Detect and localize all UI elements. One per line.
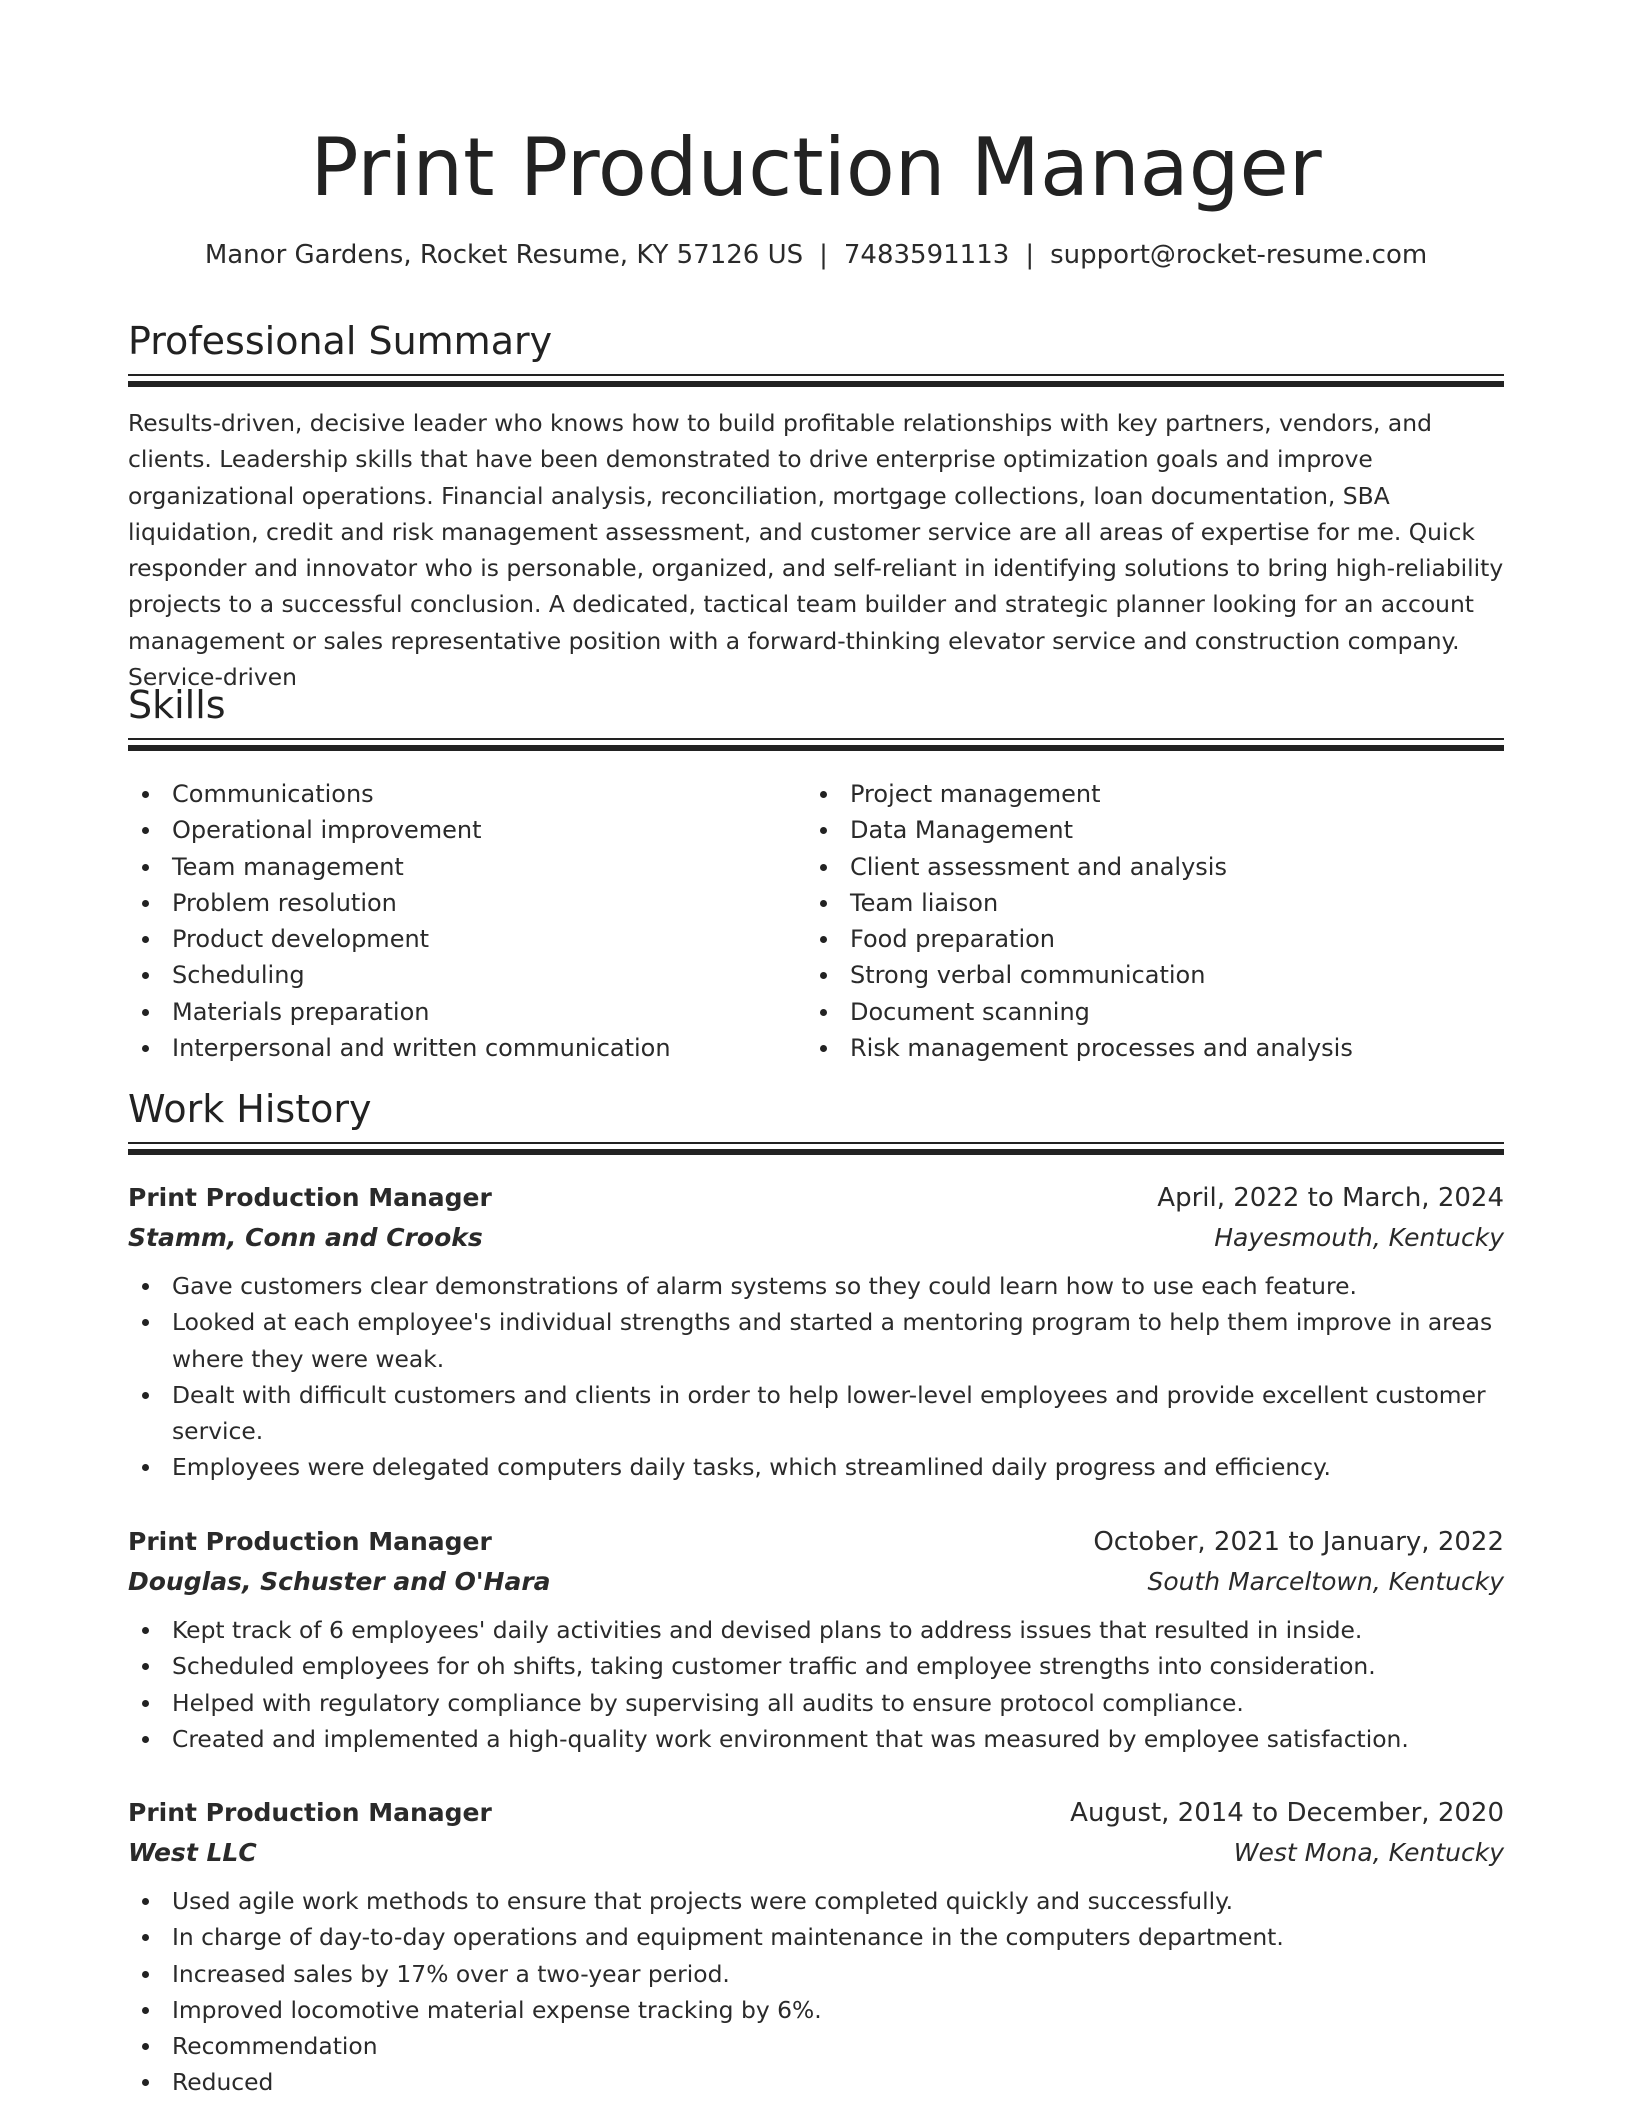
job-bullet: Helped with regulatory compliance by supervising all audits to ensure protocol compliance. — [128, 1685, 1504, 1721]
summary-heading: Professional Summary — [128, 319, 553, 363]
skills-heading: Skills — [128, 683, 226, 727]
skill-item: Project management — [806, 776, 1504, 812]
work-history-divider — [128, 1142, 1504, 1156]
job-dates: April, 2022 to March, 2024 — [1157, 1183, 1504, 1213]
skill-item: Risk management processes and analysis — [806, 1030, 1504, 1066]
job-bullet: Looked at each employee's individual strengths and started a mentoring program to help them improve in areas where they were weak. — [128, 1304, 1504, 1377]
skill-item: Communications — [128, 776, 788, 812]
job-bullet: Employees were delegated computers daily tasks, which streamlined daily progress and efficiency. — [128, 1449, 1504, 1485]
job-bullet: Kept track of 6 employees' daily activities and devised plans to address issues that resulted in inside. — [128, 1612, 1504, 1648]
resume-title: Print Production Manager — [310, 121, 1322, 214]
job-bullet: Scheduled employees for oh shifts, taking customer traffic and employee strengths into consideration. — [128, 1648, 1504, 1684]
job-bullet: Gave customers clear demonstrations of alarm systems so they could learn how to use each feature. — [128, 1268, 1504, 1304]
job-company: Stamm, Conn and Crooks — [128, 1223, 483, 1252]
job-bullet: Used agile work methods to ensure that projects were completed quickly and successfully. — [128, 1883, 1504, 1919]
skill-item: Operational improvement — [128, 812, 788, 848]
job-bullets — [128, 1268, 1504, 1486]
summary-text: Results-driven, decisive leader who knows how to build profitable relationships with key partners, vendors, and clients. Leadership skills that have been demonstrated to drive enterprise optimization goals and improve organizational operations. Financial analysis, reconciliation, mortgage collections, loan documentation, SBA liquidation, credit and risk management assessment, and customer service are all areas of expertise for me. Quick responder and innovator who is personable, organized, and self-reliant in identifying solutions to bring high-reliability projects to a successful conclusion. A dedicated, tactical team builder and strategic planner looking for an account management or sales representative position with a forward-thinking elevator service and construction company. Service-driven — [128, 409, 1504, 692]
contact-phone: 7483591113 — [843, 240, 1010, 270]
job-bullets — [128, 1612, 1504, 1757]
job-bullet: Created and implemented a high-quality work environment that was measured by employee satisfaction. — [128, 1721, 1504, 1757]
job-entry — [128, 1793, 1504, 2101]
skill-item: Client assessment and analysis — [806, 849, 1504, 885]
job-company: West LLC — [128, 1838, 257, 1867]
skill-item: Team management — [128, 849, 788, 885]
contact-separator: | — [1025, 240, 1035, 270]
job-bullet: In charge of day-to-day operations and equipment maintenance in the computers department. — [128, 1919, 1504, 1955]
contact-email: support@rocket-resume.com — [1050, 240, 1428, 270]
job-dates: August, 2014 to December, 2020 — [1070, 1798, 1504, 1828]
contact-separator: | — [819, 240, 828, 270]
skill-item: Team liaison — [806, 885, 1504, 921]
job-bullet: Recommendation — [128, 2028, 1504, 2064]
job-entry — [128, 1178, 1504, 1486]
contact-address: Manor Gardens, Rocket Resume, KY 57126 US — [204, 240, 804, 270]
skill-item: Document scanning — [806, 994, 1504, 1030]
job-bullets — [128, 1883, 1504, 2101]
summary-divider — [128, 374, 1504, 388]
skill-item: Product development — [128, 921, 788, 957]
job-dates: October, 2021 to January, 2022 — [1093, 1527, 1504, 1557]
job-entry — [128, 1522, 1504, 1757]
job-location: South Marceltown, Kentucky — [1147, 1567, 1504, 1596]
skills-list-right — [806, 776, 1504, 1066]
skill-item: Data Management — [806, 812, 1504, 848]
job-title: Print Production Manager — [128, 1183, 492, 1212]
job-bullet: Increased sales by 17% over a two-year period. — [128, 1956, 1504, 1992]
work-history-heading: Work History — [128, 1087, 372, 1131]
job-bullet: Reduced — [128, 2064, 1504, 2100]
skill-item: Interpersonal and written communication — [128, 1030, 788, 1066]
skills-divider — [128, 738, 1504, 752]
job-bullet: Dealt with difficult customers and clients in order to help lower-level employees and provide excellent customer service. — [128, 1377, 1504, 1450]
job-location: West Mona, Kentucky — [1233, 1838, 1504, 1867]
job-title: Print Production Manager — [128, 1527, 492, 1556]
skills-list-left — [128, 776, 788, 1066]
skill-item: Strong verbal communication — [806, 957, 1504, 993]
job-location: Hayesmouth, Kentucky — [1214, 1223, 1504, 1252]
skill-item: Problem resolution — [128, 885, 788, 921]
skill-item: Materials preparation — [128, 994, 788, 1030]
job-title: Print Production Manager — [128, 1798, 492, 1827]
skill-item: Food preparation — [806, 921, 1504, 957]
job-bullet: Improved locomotive material expense tracking by 6%. — [128, 1992, 1504, 2028]
job-company: Douglas, Schuster and O'Hara — [128, 1567, 551, 1596]
skill-item: Scheduling — [128, 957, 788, 993]
contact-line — [128, 237, 1504, 273]
